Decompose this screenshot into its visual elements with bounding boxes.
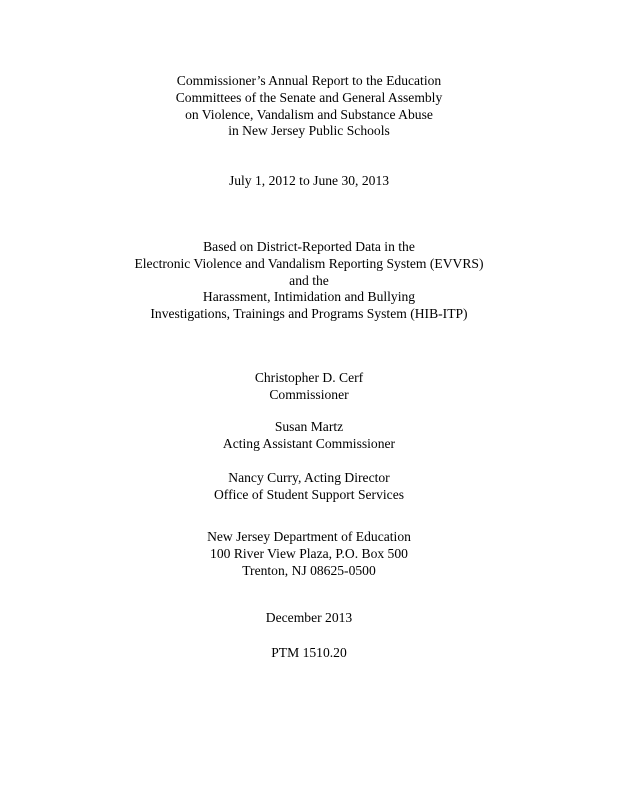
publication-date-text: December 2013 [265,610,353,625]
source-line: Electronic Violence and Vandalism Reporting System (EVVRS) [134,255,484,271]
director-office: Office of Student Support Services [213,486,405,502]
title-line: on Violence, Vandalism and Substance Abuse [185,106,433,122]
department-city: Trenton, NJ 08625-0500 [242,562,376,578]
title-line: Committees of the Senate and General Assembly [175,89,443,105]
commissioner-title: Commissioner [269,386,349,402]
assistant-commissioner-credit [0,419,618,453]
report-period-text: July 1, 2012 to June 30, 2013 [228,173,390,188]
report-title [0,73,618,140]
title-line: in New Jersey Public Schools [228,123,390,139]
source-line: Investigations, Trainings and Programs System (HIB-ITP) [150,306,468,322]
director-credit [0,470,618,504]
department-street: 100 River View Plaza, P.O. Box 500 [210,545,408,561]
data-source-description [0,239,618,323]
department-name: New Jersey Department of Education [207,529,411,544]
report-period [0,173,618,190]
title-line: Commissioner’s Annual Report to the Education [176,73,442,88]
director-name: Nancy Curry, Acting Director [228,470,390,485]
assistant-commissioner-title: Acting Assistant Commissioner [222,435,396,451]
ptm-number-text: PTM 1510.20 [271,645,347,660]
publication-date [0,610,618,627]
commissioner-name: Christopher D. Cerf [254,370,364,385]
assistant-commissioner-name: Susan Martz [274,419,344,434]
source-line: and the [289,272,329,288]
department-address [0,529,618,579]
ptm-number [0,645,618,662]
commissioner-credit [0,370,618,404]
source-line: Harassment, Intimidation and Bullying [202,289,416,305]
source-line: Based on District-Reported Data in the [203,239,415,254]
